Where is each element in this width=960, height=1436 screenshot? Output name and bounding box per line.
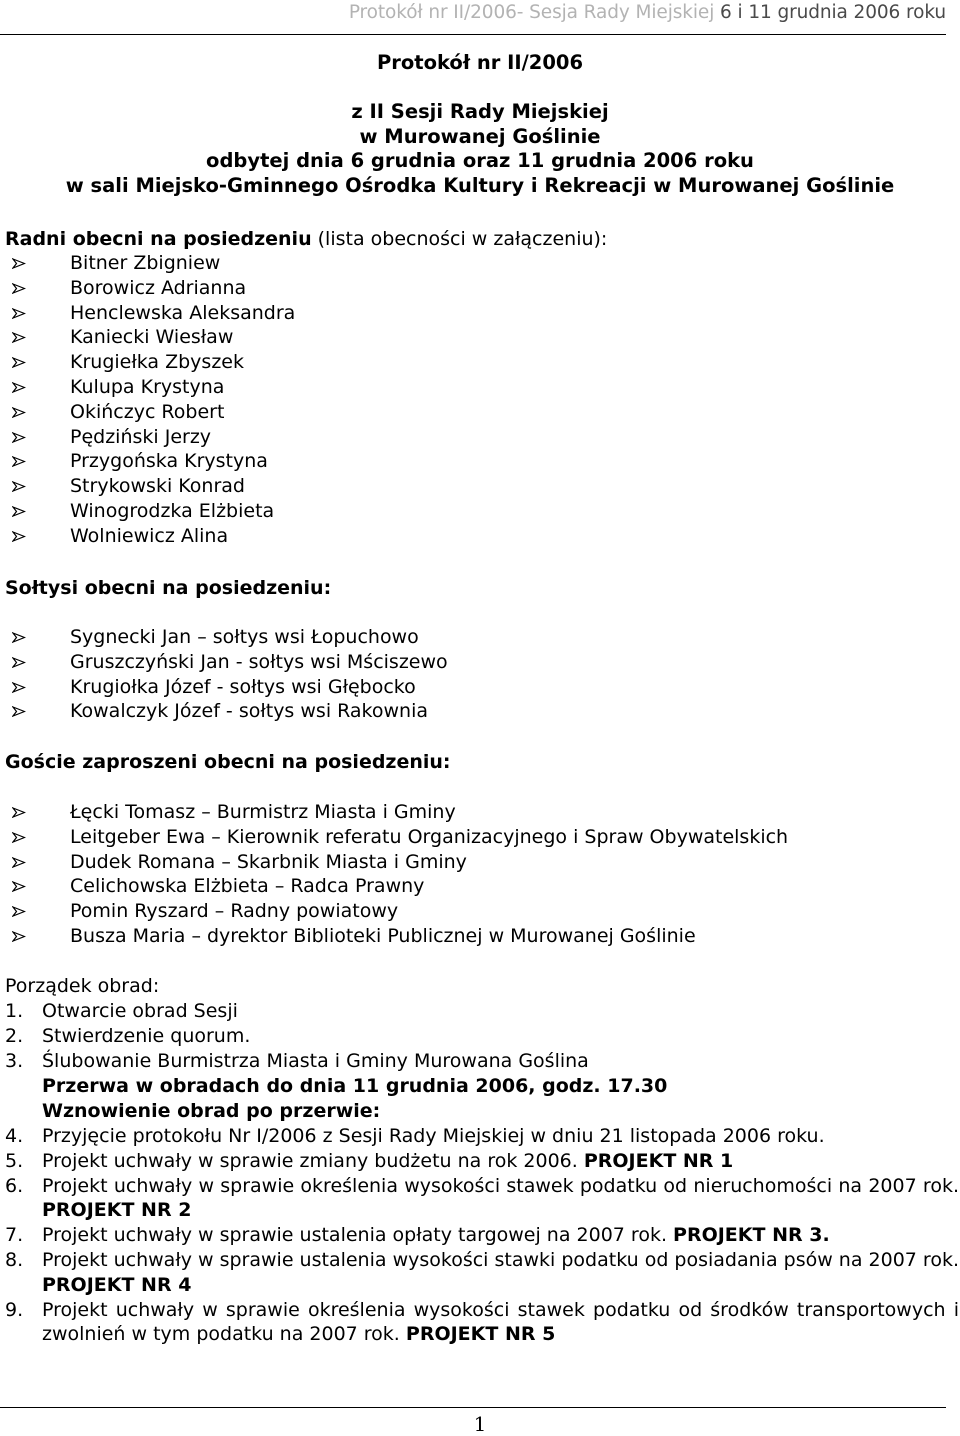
list-item-text: Kulupa Krystyna xyxy=(70,375,225,398)
councillors-heading-label: Radni obecni na posiedzeniu xyxy=(5,228,312,250)
agenda-item-number: 6. xyxy=(5,1174,24,1197)
agenda-item-text: Przyjęcie protokołu Nr I/2006 z Sesji Rady Miejskiej w dniu 21 listopada 2006 roku. xyxy=(42,1125,825,1147)
bullet-arrow-icon xyxy=(12,456,26,467)
councillors-heading xyxy=(5,227,607,252)
list-item-text: Kowalczyk Józef - sołtys wsi Rakownia xyxy=(70,700,429,723)
agenda-item-number: 2. xyxy=(5,1024,24,1047)
soltysi-list xyxy=(8,625,448,724)
bullet-arrow-icon xyxy=(12,881,26,892)
agenda-item-number: 5. xyxy=(5,1149,24,1172)
bullet-arrow-icon xyxy=(12,357,26,368)
list-item xyxy=(8,499,295,524)
list-item xyxy=(8,276,295,301)
agenda-item-number: 9. xyxy=(5,1298,24,1321)
agenda-item-text: Otwarcie obrad Sesji xyxy=(42,1000,238,1022)
list-item xyxy=(8,800,788,825)
bullet-arrow-icon xyxy=(12,432,26,443)
bullet-arrow-icon xyxy=(12,531,26,542)
list-item-text: Pomin Ryszard – Radny powiatowy xyxy=(70,900,399,923)
list-item xyxy=(8,449,295,474)
header-dates: 6 i 11 grudnia 2006 roku xyxy=(720,2,946,23)
list-item xyxy=(8,924,788,949)
list-item xyxy=(8,625,448,650)
soltysi-heading: Sołtysi obecni na posiedzeniu: xyxy=(5,577,332,599)
list-item-text: Sygnecki Jan – sołtys wsi Łopuchowo xyxy=(70,626,419,648)
list-item-text: Henclewska Aleksandra xyxy=(70,301,296,324)
agenda-item xyxy=(5,1124,959,1149)
bullet-arrow-icon xyxy=(12,382,26,393)
agenda-item-project-label: PROJEKT NR 3. xyxy=(673,1224,830,1247)
guests-heading: Goście zaproszeni obecni na posiedzeniu: xyxy=(5,751,451,773)
bullet-arrow-icon xyxy=(12,506,26,517)
header-rule xyxy=(0,34,946,35)
agenda-item-number: 4. xyxy=(5,1125,24,1147)
page-number: 1 xyxy=(473,1412,487,1436)
agenda-list-part2 xyxy=(5,1124,959,1347)
agenda-list-part1 xyxy=(5,999,959,1073)
list-item-text: Przygońska Krystyna xyxy=(70,450,268,473)
agenda-heading: Porządek obrad: xyxy=(5,975,160,997)
list-item-text: Pędziński Jerzy xyxy=(70,425,212,448)
bullet-arrow-icon xyxy=(12,832,26,843)
bullet-arrow-icon xyxy=(12,308,26,319)
list-item xyxy=(8,400,295,425)
guests-list xyxy=(8,800,788,949)
agenda-item-project-label: PROJEKT NR 2 xyxy=(42,1199,192,1222)
list-item-text: Krugiełka Zbyszek xyxy=(70,351,244,374)
list-item xyxy=(8,375,295,400)
bullet-arrow-icon xyxy=(12,283,26,294)
agenda-item-project-label: PROJEKT NR 4 xyxy=(42,1273,192,1296)
list-item-text: Winogrodzka Elżbieta xyxy=(70,499,275,522)
bullet-arrow-icon xyxy=(12,332,26,343)
agenda-item-text: Projekt uchwały w sprawie ustalenia opłaty targowej na 2007 rok. xyxy=(42,1224,674,1247)
agenda-item-project-label: PROJEKT NR 1 xyxy=(583,1149,734,1172)
list-item xyxy=(8,350,295,375)
list-item xyxy=(8,699,448,724)
intro-line: odbytej dnia 6 grudnia oraz 11 grudnia 2006 roku xyxy=(206,149,754,172)
list-item xyxy=(8,325,295,350)
bullet-arrow-icon xyxy=(12,481,26,492)
list-item xyxy=(8,675,448,700)
councillors-heading-note: (lista obecności w załączeniu): xyxy=(311,228,608,250)
agenda-item xyxy=(5,1248,959,1298)
agenda-item xyxy=(5,1223,959,1248)
bullet-arrow-icon xyxy=(12,407,26,418)
agenda-item-number: 1. xyxy=(5,1000,24,1022)
agenda-item xyxy=(5,1149,959,1174)
bullet-arrow-icon xyxy=(12,657,26,668)
list-item xyxy=(8,301,295,326)
agenda-item-number: 8. xyxy=(5,1248,24,1271)
list-item xyxy=(8,650,448,675)
list-item xyxy=(8,899,788,924)
agenda-item xyxy=(5,1174,959,1224)
list-item xyxy=(8,425,295,450)
document-title: Protokół nr II/2006 xyxy=(376,51,584,74)
agenda-item-text: Ślubowanie Burmistrza Miasta i Gminy Murowana Goślina xyxy=(42,1049,589,1072)
agenda-item-number: 7. xyxy=(5,1224,24,1247)
agenda-item xyxy=(5,1049,959,1074)
list-item-text: Okińczyc Robert xyxy=(70,400,225,423)
list-item xyxy=(8,251,295,276)
bullet-arrow-icon xyxy=(12,706,26,717)
footer-rule xyxy=(0,1407,946,1408)
list-item-text: Gruszczyński Jan - sołtys wsi Mściszewo xyxy=(70,650,448,673)
bullet-arrow-icon xyxy=(12,632,26,643)
list-item-text: Wolniewicz Alina xyxy=(70,524,229,547)
list-item-text: Busza Maria – dyrektor Biblioteki Publicznej w Murowanej Goślinie xyxy=(70,924,696,947)
list-item xyxy=(8,474,295,499)
list-item-text: Strykowski Konrad xyxy=(70,475,245,498)
intro-line: w Murowanej Goślinie xyxy=(359,124,601,148)
list-item xyxy=(8,524,295,549)
bullet-arrow-icon xyxy=(12,931,26,942)
agenda-item-text: Projekt uchwały w sprawie określenia wysokości stawek podatku od środków transportowych i zwolnień w tym podatku na 2007 rok. xyxy=(42,1298,959,1346)
bullet-arrow-icon xyxy=(12,857,26,868)
intro-block xyxy=(0,100,960,198)
intro-line: z II Sesji Rady Miejskiej xyxy=(351,100,609,123)
agenda-item-text: Projekt uchwały w sprawie określenia wysokości stawek podatku od nieruchomości na 2007 rok. xyxy=(42,1174,959,1197)
agenda-item-text: Projekt uchwały w sprawie zmiany budżetu na rok 2006. xyxy=(42,1149,584,1172)
agenda-item-number: 3. xyxy=(5,1049,24,1072)
agenda-pause-note: Przerwa w obradach do dnia 11 grudnia 2006, godz. 17.30 xyxy=(42,1075,668,1097)
bullet-arrow-icon xyxy=(12,807,26,818)
list-item-text: Dudek Romana – Skarbnik Miasta i Gminy xyxy=(70,850,467,873)
list-item-text: Celichowska Elżbieta – Radca Prawny xyxy=(70,875,425,898)
list-item-text: Krugiołka Józef - sołtys wsi Głębocko xyxy=(70,675,416,698)
running-header xyxy=(0,2,946,23)
councillors-list xyxy=(8,251,295,549)
list-item xyxy=(8,825,788,850)
bullet-arrow-icon xyxy=(12,258,26,269)
agenda-item-text: Stwierdzenie quorum. xyxy=(42,1024,251,1047)
list-item-text: Łęcki Tomasz – Burmistrz Miasta i Gminy xyxy=(70,801,456,823)
list-item-text: Kaniecki Wiesław xyxy=(70,326,234,349)
agenda-item xyxy=(5,1298,959,1348)
list-item xyxy=(8,874,788,899)
list-item-text: Bitner Zbigniew xyxy=(70,252,221,274)
list-item-text: Borowicz Adrianna xyxy=(70,276,247,299)
list-item-text: Leitgeber Ewa – Kierownik referatu Organizacyjnego i Spraw Obywatelskich xyxy=(70,825,789,848)
agenda-item-text: Projekt uchwały w sprawie ustalenia wysokości stawki podatku od posiadania psów na 2007 rok. xyxy=(42,1248,959,1271)
agenda-item xyxy=(5,1024,959,1049)
intro-line: w sali Miejsko-Gminnego Ośrodka Kultury i Rekreacji w Murowanej Goślinie xyxy=(65,173,895,197)
bullet-arrow-icon xyxy=(12,682,26,693)
header-title: Protokół nr II/2006- Sesja Rady Miejskiej xyxy=(348,2,715,23)
agenda-item xyxy=(5,999,959,1024)
agenda-resume-note: Wznowienie obrad po przerwie: xyxy=(42,1100,381,1122)
agenda-item-project-label: PROJEKT NR 5 xyxy=(405,1323,556,1346)
list-item xyxy=(8,850,788,875)
bullet-arrow-icon xyxy=(12,906,26,917)
